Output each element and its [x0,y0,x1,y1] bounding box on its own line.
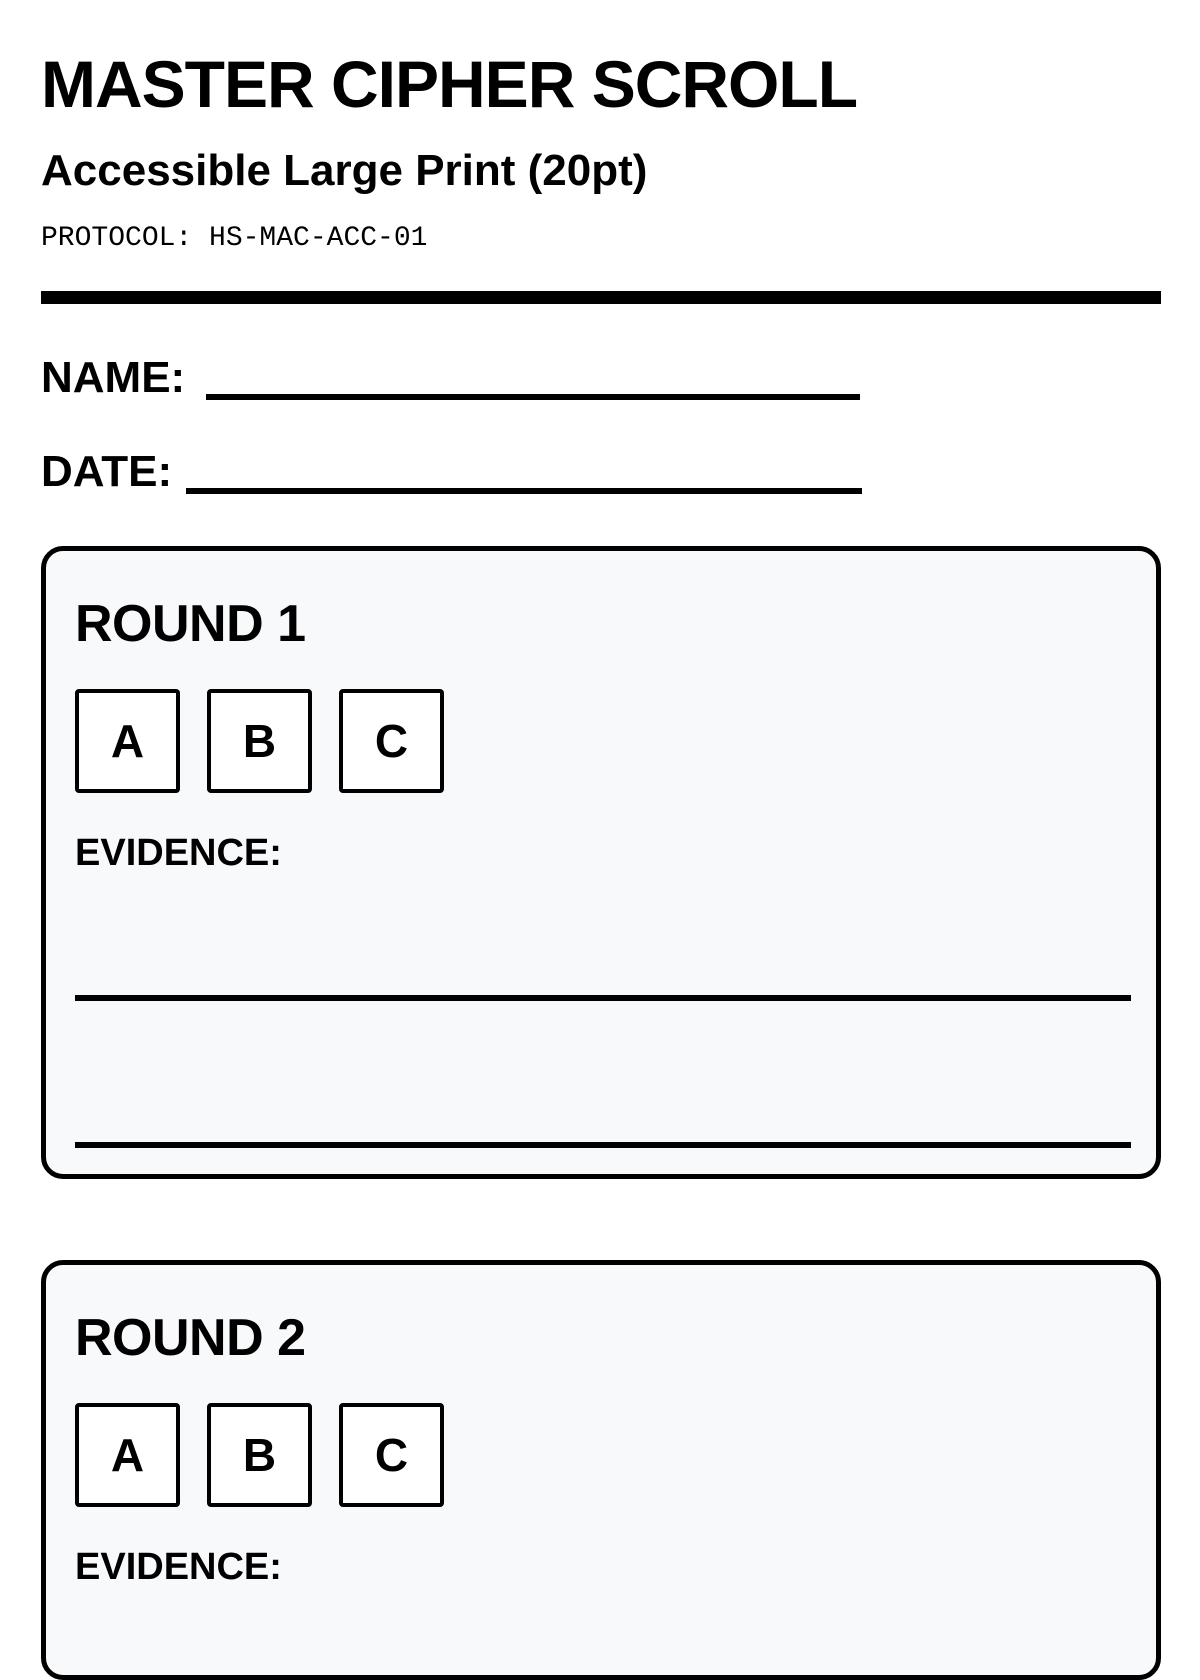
name-field[interactable] [41,352,185,404]
evidence-label: EVIDENCE: [75,1546,282,1588]
protocol-code: PROTOCOL: HS-MAC-ACC-01 [41,223,428,254]
choice-b-box[interactable]: B [207,1403,312,1507]
date-label: DATE: [41,447,173,496]
answer-choices [75,1403,444,1507]
page-title: MASTER CIPHER SCROLL [41,47,858,121]
choice-b-box[interactable]: B [207,689,312,793]
date-blank-line[interactable] [186,488,862,494]
round-card [41,1260,1161,1680]
evidence-write-line[interactable] [75,1142,1131,1148]
round-title: ROUND 1 [75,595,306,653]
choice-a-box[interactable]: A [75,1403,180,1507]
answer-choices [75,689,444,793]
evidence-label: EVIDENCE: [75,832,282,874]
choice-c-box[interactable]: C [339,689,444,793]
date-field[interactable] [41,446,172,498]
round-title: ROUND 2 [75,1309,306,1367]
header-divider [41,291,1161,304]
evidence-write-line[interactable] [75,995,1131,1001]
choice-c-box[interactable]: C [339,1403,444,1507]
name-label: NAME: [41,353,186,402]
round-card [41,546,1161,1179]
page-subtitle: Accessible Large Print (20pt) [41,146,648,195]
name-blank-line[interactable] [206,394,860,400]
choice-a-box[interactable]: A [75,689,180,793]
